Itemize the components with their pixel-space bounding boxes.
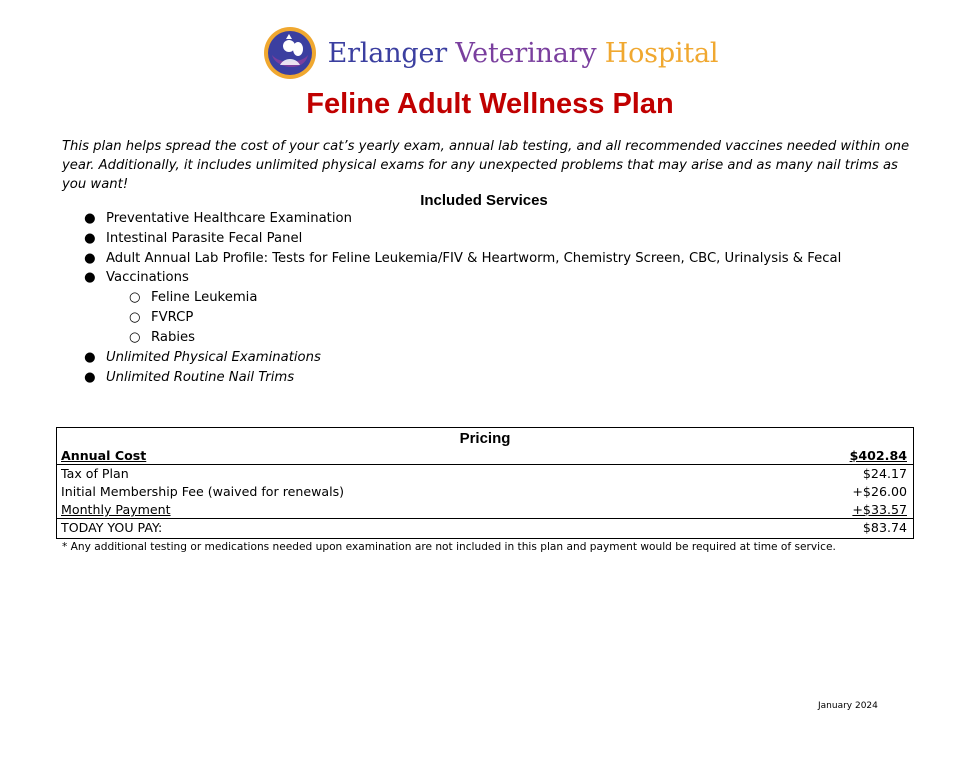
- bullet-icon: ●: [84, 251, 96, 266]
- hospital-logo: [0, 25, 980, 81]
- table-row: [57, 465, 913, 483]
- pricing-table: [56, 427, 914, 539]
- row-label: Annual Cost: [61, 448, 147, 463]
- row-label: TODAY YOU PAY:: [61, 520, 163, 535]
- sub-list-item: ○ FVRCP: [129, 310, 194, 325]
- brand-word-veterinary: Veterinary: [455, 37, 597, 69]
- circle-bullet-icon: ○: [129, 290, 141, 305]
- cat-dog-logo-icon: [262, 25, 318, 81]
- circle-bullet-icon: ○: [129, 310, 141, 325]
- row-value: $24.17: [862, 466, 907, 481]
- table-row: [57, 501, 913, 519]
- brand-word-hospital: Hospital: [604, 37, 719, 69]
- list-item: ● Preventative Healthcare Examination: [84, 211, 352, 226]
- bullet-icon: ●: [84, 231, 96, 246]
- intro-paragraph: This plan helps spread the cost of your cat’s yearly exam, annual lab testing, and all recommended vaccines needed within one year. Additionally, it includes unlimited physical exams for any unexpected problems that may arise and as many nail trims as you want!: [62, 139, 910, 192]
- hospital-name: [328, 38, 719, 69]
- sub-list-item: ○ Rabies: [129, 330, 195, 345]
- list-item: ● Unlimited Physical Examinations: [84, 350, 321, 365]
- bullet-icon: ●: [84, 370, 96, 385]
- circle-bullet-icon: ○: [129, 330, 141, 345]
- list-item: ● Adult Annual Lab Profile: Tests for Feline Leukemia/FIV & Heartworm, Chemistry Screen, CBC, Urinalysis & Fecal: [84, 251, 842, 266]
- list-item: ● Unlimited Routine Nail Trims: [84, 370, 295, 385]
- table-row: [57, 519, 913, 537]
- row-value: $83.74: [862, 520, 907, 535]
- services-heading: Included Services: [420, 192, 548, 209]
- bullet-icon: ●: [84, 211, 96, 226]
- document-date: January 2024: [818, 701, 878, 711]
- table-row: [57, 447, 913, 465]
- footnote: * Any additional testing or medications needed upon examination are not included in this plan and payment would be required at time of service.: [62, 541, 836, 553]
- pricing-heading: Pricing: [459, 430, 511, 447]
- page-title: Feline Adult Wellness Plan: [306, 88, 674, 120]
- bullet-icon: ●: [84, 350, 96, 365]
- row-value: +$26.00: [852, 484, 907, 499]
- row-value: $402.84: [849, 448, 907, 463]
- table-row: [57, 483, 913, 501]
- list-item: ● Intestinal Parasite Fecal Panel: [84, 231, 303, 246]
- bullet-icon: ●: [84, 270, 96, 285]
- row-label: Initial Membership Fee (waived for renewals): [61, 484, 345, 499]
- row-label: Monthly Payment: [61, 502, 171, 517]
- list-item: ● Vaccinations: [84, 270, 189, 285]
- brand-word-erlanger: Erlanger: [327, 37, 447, 69]
- row-value: +$33.57: [852, 502, 907, 517]
- sub-list-item: ○ Feline Leukemia: [129, 290, 258, 305]
- row-label: Tax of Plan: [61, 466, 129, 481]
